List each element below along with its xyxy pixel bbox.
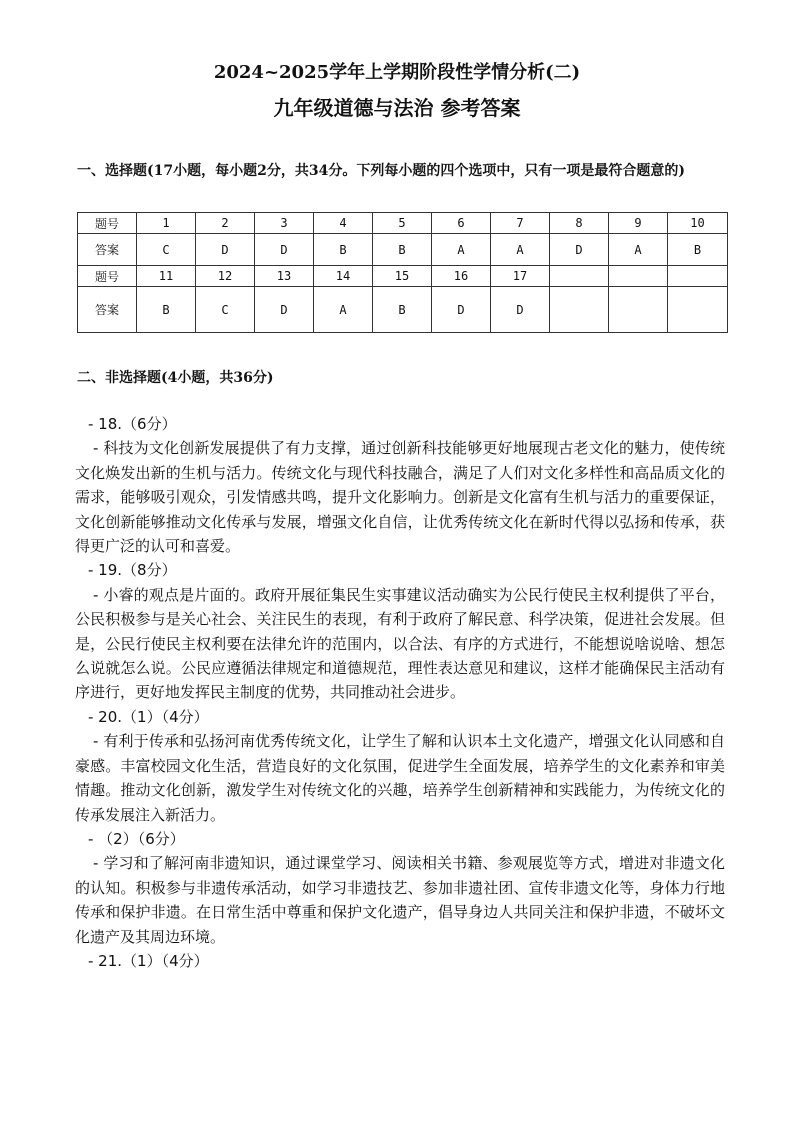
question-number-cell: 8 — [550, 213, 609, 234]
question-number-cell: 6 — [432, 213, 491, 234]
answer-cell: B — [373, 287, 432, 333]
question-number-cell: 9 — [609, 213, 668, 234]
question-20-2-heading: - （2）（6分） — [88, 829, 185, 848]
answer-cell: A — [314, 287, 373, 333]
question-21-1-heading: - 21.（1）（4分） — [88, 951, 209, 970]
answer-cell: D — [432, 287, 491, 333]
section2-heading: 二、非选择题(4小题，共36分) — [77, 370, 274, 386]
question-number-cell: 12 — [196, 266, 255, 287]
row-label-number: 题号 — [78, 213, 137, 234]
question-number-cell: 3 — [255, 213, 314, 234]
section2-answers — [75, 412, 725, 973]
answer-cell: B — [373, 234, 432, 266]
answer-cell: B — [668, 234, 728, 266]
answer-cell: B — [314, 234, 373, 266]
question-number-cell: 13 — [255, 266, 314, 287]
question-number-cell: 17 — [491, 266, 550, 287]
question-20-1-heading: - 20.（1）（4分） — [88, 707, 209, 726]
question-19-heading: - 19.（8分） — [88, 561, 177, 580]
row-label-answer: 答案 — [78, 234, 137, 266]
answer-table — [77, 212, 728, 333]
question-20-1-answer: - 有利于传承和弘扬河南优秀传统文化，让学生了解和认识本土文化遗产，增强文化认同感和自豪感。丰富校园文化生活，营造良好的文化氛围，促进学生全面发展，培养学生的文化素养和审美情趣。推动文化创新，激发学生对传统文化的兴趣，培养学生创新精神和实践能力，为传统文化的传承发展注入新活力。 — [75, 732, 725, 824]
question-20-2-answer: - 学习和了解河南非遗知识，通过课堂学习、阅读相关书籍、参观展览等方式，增进对非遗文化的认知。积极参与非遗传承活动，如学习非遗技艺、参加非遗社团、宣传非遗文化等，身体力行地传承和保护非遗。在日常生活中尊重和保护文化遗产，倡导身边人共同关注和保护非遗，不破坏文化遗产及其周边环境。 — [75, 854, 725, 946]
question-19-answer: - 小睿的观点是片面的。政府开展征集民生实事建议活动确实为公民行使民主权利提供了平台，公民积极参与是关心社会、关注民生的表现，有利于政府了解民意、科学决策，促进社会发展。但是，公民行使民主权利要在法律允许的范围内，以合法、有序的方式进行，不能想说啥说啥、想怎么说就怎么说。公民应遵循法律规定和道德规范，理性表达意见和建议，这样才能确保民主活动有序进行，更好地发挥民主制度的优势，共同推动社会进步。 — [75, 585, 725, 702]
question-number-cell: 4 — [314, 213, 373, 234]
empty-cell — [668, 266, 728, 287]
question-18-answer: - 科技为文化创新发展提供了有力支撑，通过创新科技能够更好地展现古老文化的魅力，使传统文化焕发出新的生机与活力。传统文化与现代科技融合，满足了人们对文化多样性和高品质文化的需求，能够吸引观众，引发情感共鸣，提升文化影响力。创新是文化富有生机与活力的重要保证，文化创新能够推动文化传承与发展，增强文化自信，让优秀传统文化在新时代得以弘扬和传承，获得更广泛的认可和喜爱。 — [75, 439, 725, 556]
row-label-answer: 答案 — [78, 287, 137, 333]
empty-cell — [609, 266, 668, 287]
answer-cell: D — [255, 287, 314, 333]
question-number-cell: 14 — [314, 266, 373, 287]
question-number-cell: 11 — [137, 266, 196, 287]
answer-cell: A — [491, 234, 550, 266]
answer-cell: D — [255, 234, 314, 266]
answer-cell: C — [137, 234, 196, 266]
answer-cell: B — [137, 287, 196, 333]
empty-cell — [668, 287, 728, 333]
question-number-cell: 5 — [373, 213, 432, 234]
row-label-number: 题号 — [78, 266, 137, 287]
answer-cell: A — [432, 234, 491, 266]
empty-cell — [550, 266, 609, 287]
table-row — [78, 213, 728, 234]
table-row — [78, 266, 728, 287]
answer-cell: D — [550, 234, 609, 266]
question-number-cell: 1 — [137, 213, 196, 234]
answer-cell: D — [491, 287, 550, 333]
answer-cell: C — [196, 287, 255, 333]
table-row — [78, 234, 728, 266]
document-title: 2024~2025学年上学期阶段性学情分析(二) — [213, 62, 581, 83]
question-18-heading: - 18.（6分） — [88, 415, 177, 433]
question-number-cell: 16 — [432, 266, 491, 287]
section1-heading: 一、选择题(17小题，每小题2分，共34分。下列每小题的四个选项中，只有一项是最符合题意的) — [77, 163, 685, 179]
answer-cell: D — [196, 234, 255, 266]
answer-cell: A — [609, 234, 668, 266]
document-subtitle: 九年级道德与法治 参考答案 — [273, 96, 521, 120]
empty-cell — [609, 287, 668, 333]
question-number-cell: 7 — [491, 213, 550, 234]
question-number-cell: 15 — [373, 266, 432, 287]
table-row — [78, 287, 728, 333]
empty-cell — [550, 287, 609, 333]
question-number-cell: 10 — [668, 213, 728, 234]
question-number-cell: 2 — [196, 213, 255, 234]
